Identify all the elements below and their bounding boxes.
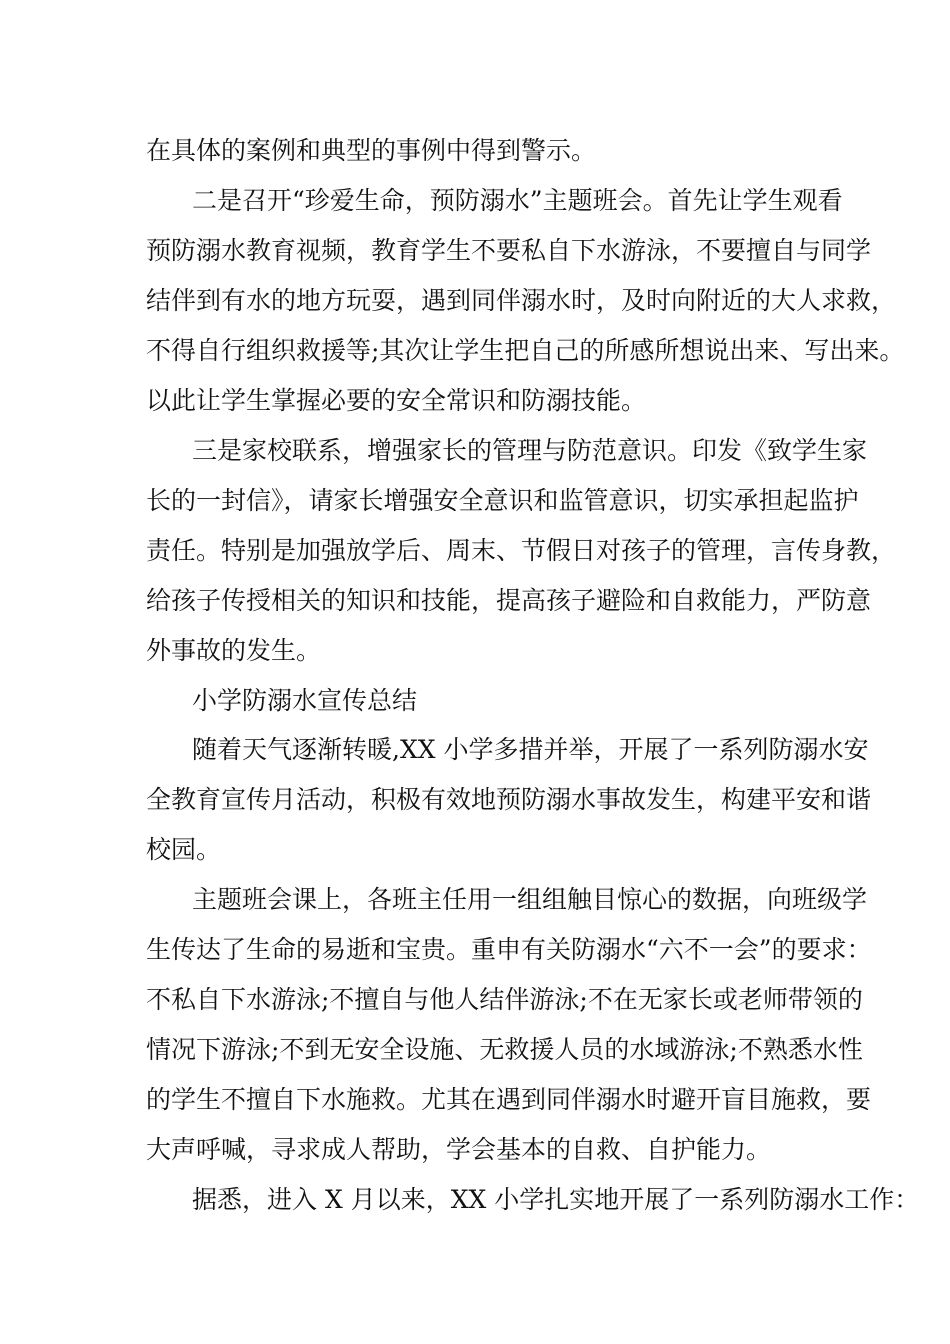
text-line: 外事故的发生。 xyxy=(146,636,322,665)
paragraph-start-line: 主题班会课上，各班主任用一组组触目惊心的数据，向班级学 xyxy=(192,885,868,914)
paragraph-start-line: 随着天气逐渐转暖,XX 小学多措并举，开展了一系列防溺水安 xyxy=(192,735,869,764)
text-line: 校园。 xyxy=(146,835,222,864)
text-line: 的学生不擅自下水施救。尤其在遇到同伴溺水时避开盲目施救，要 xyxy=(146,1085,872,1114)
text-line: 预防溺水教育视频，教育学生不要私自下水游泳，不要擅自与同学 xyxy=(146,236,872,265)
text-line: 以此让学生掌握必要的安全常识和防溺技能。 xyxy=(146,386,647,415)
paragraph-start-line: 三是家校联系，增强家长的管理与防范意识。印发《致学生家 xyxy=(192,436,868,465)
paragraph-start-line: 二是召开“珍爱生命，预防溺水”主题班会。首先让学生观看 xyxy=(192,186,843,215)
paragraph-start-line: 据悉，进入 X 月以来，XX 小学扎实地开展了一系列防溺水工作： xyxy=(192,1185,920,1214)
text-line: 不私自下水游泳;不擅自与他人结伴游泳;不在无家长或老师带领的 xyxy=(146,985,863,1014)
text-line: 给孩子传授相关的知识和技能，提高孩子避险和自救能力，严防意 xyxy=(146,586,872,615)
section-heading: 小学防溺水宣传总结 xyxy=(192,686,418,715)
text-line: 责任。特别是加强放学后、周末、节假日对孩子的管理，言传身教， xyxy=(146,536,897,565)
text-line: 长的一封信》，请家长增强安全意识和监管意识，切实承担起监护 xyxy=(146,486,859,515)
text-line: 全教育宣传月活动，积极有效地预防溺水事故发生，构建平安和谐 xyxy=(146,785,872,814)
text-line: 在具体的案例和典型的事例中得到警示。 xyxy=(146,136,597,165)
text-line: 结伴到有水的地方玩耍，遇到同伴溺水时，及时向附近的大人求救， xyxy=(146,286,897,315)
text-line: 生传达了生命的易逝和宝贵。重申有关防溺水“六不一会”的要求： xyxy=(146,935,872,964)
text-line: 情况下游泳;不到无安全设施、无救援人员的水域游泳;不熟悉水性 xyxy=(146,1035,863,1064)
text-line: 不得自行组织救援等;其次让学生把自己的所感所想说出来、写出来。 xyxy=(146,336,905,365)
text-line: 大声呼喊，寻求成人帮助，学会基本的自救、自护能力。 xyxy=(146,1135,772,1164)
